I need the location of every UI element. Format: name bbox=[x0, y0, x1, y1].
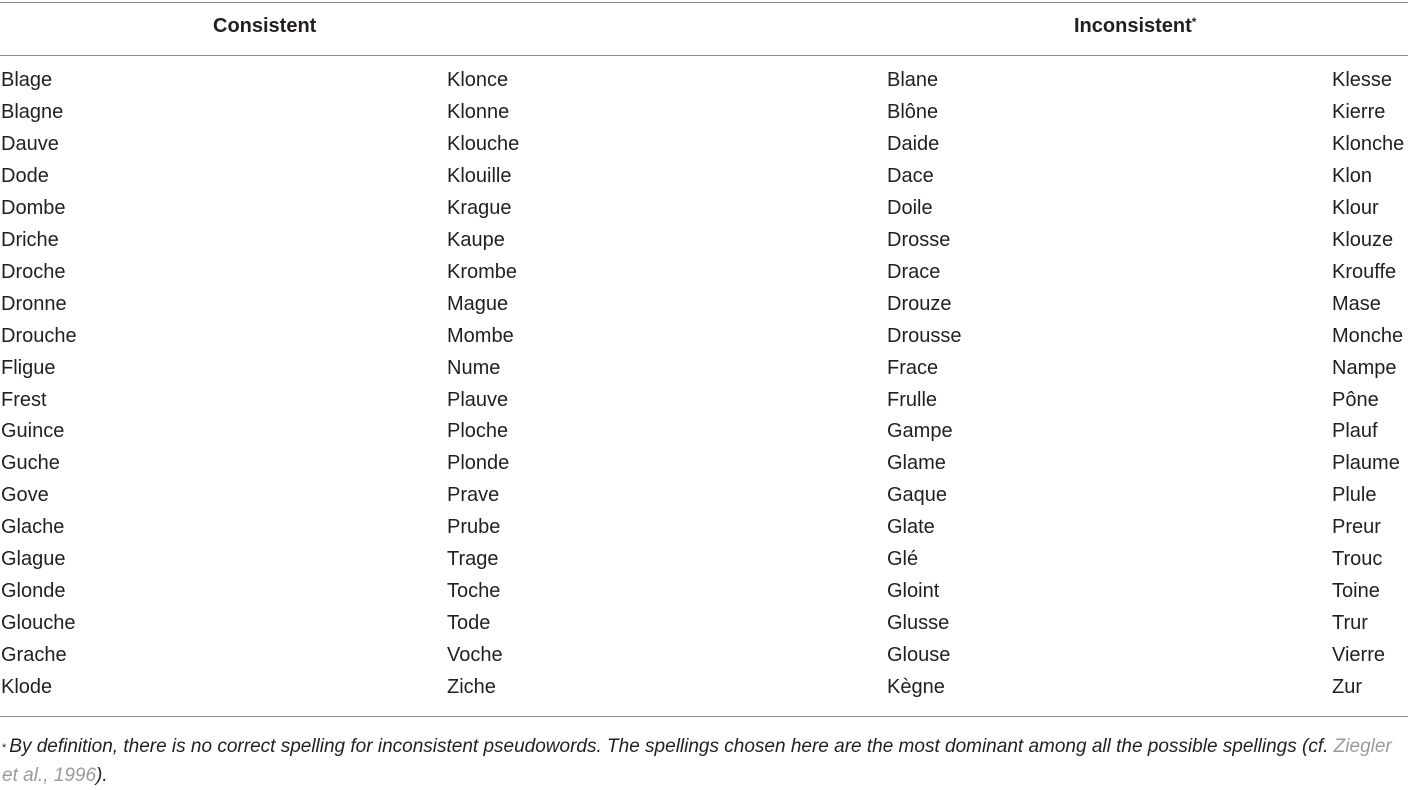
word-cell-inconsistent-2: Klesse bbox=[1332, 69, 1393, 91]
word-cell-inconsistent-1: Drace bbox=[887, 260, 941, 283]
word-cell-consistent-2: Klonce bbox=[447, 69, 509, 91]
word-cell-consistent-2: Toche bbox=[447, 580, 501, 603]
word-cell-consistent-1: Fligue bbox=[1, 356, 56, 379]
word-cell-inconsistent-2: Pône bbox=[1332, 388, 1379, 411]
footnote-marker-symbol: * bbox=[2, 742, 7, 754]
word-cell-inconsistent-2: Nampe bbox=[1332, 356, 1397, 379]
word-cell-consistent-1: Glouche bbox=[1, 612, 76, 635]
word-cell-inconsistent-2: Vierre bbox=[1332, 644, 1385, 667]
word-cell-inconsistent-1: Frace bbox=[887, 356, 939, 379]
table-row bbox=[0, 97, 1408, 129]
word-cell-consistent-2: Prube bbox=[447, 516, 501, 539]
table-top-rule bbox=[0, 2, 1408, 3]
word-cell-consistent-1: Droche bbox=[1, 260, 66, 283]
table-row bbox=[0, 608, 1408, 640]
word-cell-inconsistent-2: Plaume bbox=[1332, 452, 1400, 475]
word-cell-consistent-1: Blage bbox=[1, 69, 53, 91]
word-cell-inconsistent-2: Toine bbox=[1332, 580, 1380, 603]
word-cell-inconsistent-1: Gampe bbox=[887, 420, 953, 443]
footnote-text: By definition, there is no correct spelling for inconsistent pseudowords. The spellings chosen here are the most dominant among all the possible spellings (cf. bbox=[9, 736, 1334, 757]
header-rule bbox=[0, 55, 1408, 56]
header-inconsistent-label: Inconsistent bbox=[1074, 15, 1192, 37]
word-cell-inconsistent-1: Blône bbox=[887, 100, 939, 123]
table-row bbox=[0, 193, 1408, 225]
header-consistent-label: Consistent bbox=[213, 15, 317, 37]
word-cell-inconsistent-1: Gloint bbox=[887, 580, 940, 603]
word-cell-consistent-1: Guche bbox=[1, 452, 60, 475]
word-cell-inconsistent-1: Glame bbox=[887, 452, 946, 475]
footnote-reference-link[interactable]: Ziegler et al., 1996 bbox=[2, 736, 1392, 786]
word-cell-inconsistent-2: Klonche bbox=[1332, 132, 1405, 155]
word-cell-inconsistent-1: Frulle bbox=[887, 388, 938, 411]
footnote-closing: ). bbox=[96, 765, 108, 786]
word-cell-inconsistent-1: Glouse bbox=[887, 644, 951, 667]
word-cell-inconsistent-2: Klon bbox=[1332, 164, 1373, 187]
word-cell-inconsistent-1: Glate bbox=[887, 516, 935, 539]
table-row bbox=[0, 480, 1408, 512]
word-cell-inconsistent-1: Blane bbox=[887, 69, 939, 91]
word-cell-consistent-2: Trage bbox=[447, 548, 499, 571]
word-cell-consistent-2: Voche bbox=[447, 644, 503, 667]
word-cell-inconsistent-2: Klouze bbox=[1332, 228, 1394, 251]
word-cell-inconsistent-2: Trouc bbox=[1332, 548, 1383, 571]
word-cell-consistent-1: Dode bbox=[1, 164, 49, 187]
word-cell-consistent-2: Plonde bbox=[447, 452, 510, 475]
header-consistent bbox=[213, 13, 316, 39]
word-cell-inconsistent-1: Drousse bbox=[887, 324, 962, 347]
word-cell-inconsistent-2: Kierre bbox=[1332, 100, 1386, 123]
word-cell-consistent-2: Krague bbox=[447, 196, 512, 219]
word-cell-consistent-2: Plauve bbox=[447, 388, 509, 411]
word-cell-consistent-2: Nume bbox=[447, 356, 501, 379]
table-row bbox=[0, 65, 1408, 97]
word-cell-consistent-1: Glague bbox=[1, 548, 66, 571]
word-cell-consistent-1: Dombe bbox=[1, 196, 66, 219]
word-cell-consistent-1: Frest bbox=[1, 388, 47, 411]
word-cell-consistent-1: Dauve bbox=[1, 132, 59, 155]
word-cell-consistent-2: Ploche bbox=[447, 420, 509, 443]
word-cell-inconsistent-1: Dace bbox=[887, 164, 934, 187]
table-row bbox=[0, 576, 1408, 608]
word-cell-inconsistent-1: Doile bbox=[887, 196, 933, 219]
footnote-marker: * bbox=[1191, 15, 1197, 29]
pseudoword-table bbox=[0, 65, 1408, 704]
word-cell-inconsistent-2: Mase bbox=[1332, 292, 1381, 315]
table-bottom-rule bbox=[0, 716, 1408, 717]
word-cell-inconsistent-2: Plauf bbox=[1332, 420, 1378, 443]
table-row bbox=[0, 321, 1408, 353]
word-cell-consistent-1: Guince bbox=[1, 420, 65, 443]
word-cell-consistent-2: Mague bbox=[447, 292, 509, 315]
table-row bbox=[0, 385, 1408, 417]
word-cell-consistent-1: Drouche bbox=[1, 324, 77, 347]
word-cell-consistent-2: Klouille bbox=[447, 164, 512, 187]
word-cell-consistent-2: Mombe bbox=[447, 324, 514, 347]
word-cell-inconsistent-2: Krouffe bbox=[1332, 260, 1397, 283]
word-cell-consistent-1: Glonde bbox=[1, 580, 66, 603]
word-cell-consistent-1: Gove bbox=[1, 484, 49, 507]
word-cell-consistent-2: Klonne bbox=[447, 100, 510, 123]
pseudoword-table-body bbox=[0, 65, 1408, 704]
table-row bbox=[0, 161, 1408, 193]
word-cell-consistent-1: Klode bbox=[1, 676, 53, 699]
word-cell-inconsistent-1: Drosse bbox=[887, 228, 951, 251]
word-cell-consistent-2: Krombe bbox=[447, 260, 518, 283]
word-cell-consistent-1: Grache bbox=[1, 644, 67, 667]
word-cell-inconsistent-2: Zur bbox=[1332, 676, 1362, 699]
table-row bbox=[0, 289, 1408, 321]
word-cell-inconsistent-1: Daide bbox=[887, 132, 940, 155]
table-row bbox=[0, 416, 1408, 448]
word-cell-consistent-2: Prave bbox=[447, 484, 500, 507]
table-row bbox=[0, 448, 1408, 480]
word-cell-inconsistent-2: Klour bbox=[1332, 196, 1379, 219]
word-cell-inconsistent-1: Glusse bbox=[887, 612, 950, 635]
word-cell-inconsistent-1: Drouze bbox=[887, 292, 952, 315]
table-row bbox=[0, 129, 1408, 161]
table-row bbox=[0, 672, 1408, 704]
word-cell-consistent-2: Klouche bbox=[447, 132, 520, 155]
header-inconsistent bbox=[1074, 13, 1196, 39]
word-cell-inconsistent-2: Preur bbox=[1332, 516, 1381, 539]
table-footnote bbox=[2, 732, 1406, 790]
word-cell-inconsistent-2: Plule bbox=[1332, 484, 1377, 507]
word-cell-inconsistent-1: Glé bbox=[887, 548, 919, 571]
word-cell-inconsistent-1: Gaque bbox=[887, 484, 948, 507]
word-cell-consistent-1: Dronne bbox=[1, 292, 67, 315]
word-cell-inconsistent-2: Monche bbox=[1332, 324, 1404, 347]
word-cell-inconsistent-1: Kègne bbox=[887, 676, 945, 699]
table-row bbox=[0, 257, 1408, 289]
table-row bbox=[0, 640, 1408, 672]
word-cell-inconsistent-2: Trur bbox=[1332, 612, 1368, 635]
word-cell-consistent-2: Ziche bbox=[447, 676, 496, 699]
table-row bbox=[0, 225, 1408, 257]
word-cell-consistent-2: Kaupe bbox=[447, 228, 505, 251]
table-row bbox=[0, 353, 1408, 385]
word-cell-consistent-1: Driche bbox=[1, 228, 59, 251]
table-row bbox=[0, 512, 1408, 544]
table-row bbox=[0, 544, 1408, 576]
word-cell-consistent-1: Glache bbox=[1, 516, 65, 539]
word-cell-consistent-2: Tode bbox=[447, 612, 491, 635]
word-cell-consistent-1: Blagne bbox=[1, 100, 64, 123]
